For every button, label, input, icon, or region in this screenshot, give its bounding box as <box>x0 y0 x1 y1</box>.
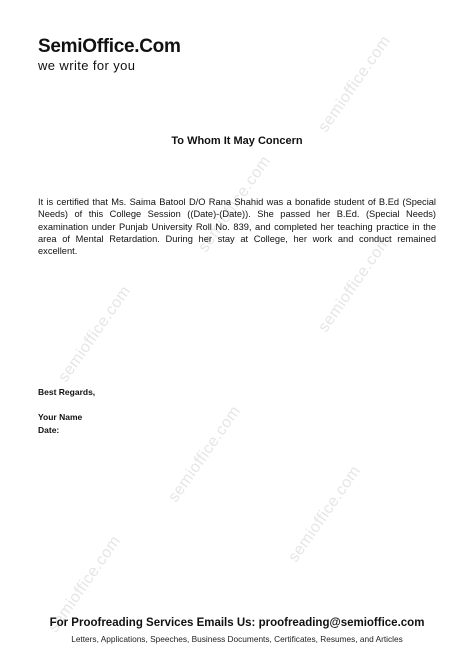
footer-services: Letters, Applications, Speeches, Business Documents, Certificates, Resumes, and Articles <box>71 634 403 644</box>
watermark: semioffice.com <box>55 282 135 386</box>
watermark: semioffice.com <box>195 152 275 256</box>
letter-body: It is certified that Ms. Saima Batool D/O Rana Shahid was a bonafide student of B.Ed (Special Needs) of this College Session ((Date)-(Date)). She passed her B.Ed. (Special Needs) examination under Punjab University Roll No. 839, and completed her teaching practice in the area of Mental Retardation. During her stay at College, her work and conduct remained excellent. <box>38 197 436 257</box>
logo-tagline: we write for you <box>38 58 136 73</box>
signature-date: Date: <box>38 425 60 435</box>
signature-name: Your Name <box>38 412 83 422</box>
watermark: semioffice.com <box>315 232 395 336</box>
letter-heading: To Whom It May Concern <box>171 135 303 147</box>
watermark: semioffice.com <box>285 462 365 566</box>
watermark: semioffice.com <box>315 32 395 136</box>
site-logo <box>38 36 181 74</box>
logo-title: SemiOffice.Com <box>38 36 181 57</box>
watermark: semioffice.com <box>45 532 125 636</box>
watermark: semioffice.com <box>165 402 245 506</box>
signature-block <box>38 411 82 437</box>
footer-contact: For Proofreading Services Emails Us: proofreading@semioffice.com <box>49 617 425 629</box>
letter-closing: Best Regards, <box>38 387 96 397</box>
